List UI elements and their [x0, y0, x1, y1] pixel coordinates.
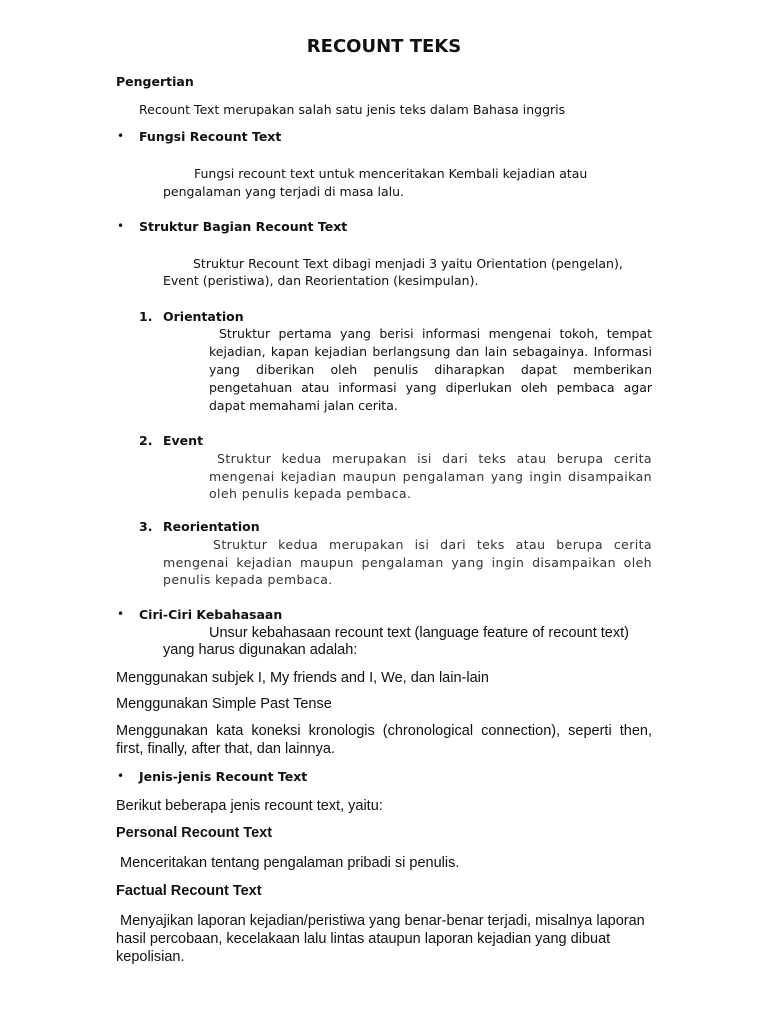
bullet-icon: •: [117, 607, 125, 621]
fungsi-text-line2: pengalaman yang terjadi di masa lalu.: [163, 184, 405, 199]
orientation-text: Struktur pertama yang berisi informasi mengenai tokoh, tempat kejadian, kapan kejadian berlangsung dan lain sebagainya. Informasi yang diberikan oleh penulis diharapkan dapat memberikan pengetahuan atau informasi yang diperlukan oleh pembaca agar dapat memahami jalan cerita.: [209, 326, 652, 413]
pengertian-heading: Pengertian: [116, 74, 194, 89]
bullet-icon: •: [117, 129, 125, 143]
struktur-text-line2: Event (peristiwa), dan Reorientation (kesimpulan).: [163, 273, 479, 288]
bullet-icon: •: [117, 219, 125, 233]
event-heading: Event: [163, 433, 204, 448]
ciri-point: Menggunakan kata koneksi kronologis (chronological connection), seperti then, first, finally, after that, dan lainnya.: [116, 723, 652, 757]
list-number: 2.: [139, 433, 153, 448]
struktur-text-line1: Struktur Recount Text dibagi menjadi 3 yaitu Orientation (pengelan),: [193, 256, 623, 271]
document-title: RECOUNT TEKS: [306, 36, 462, 57]
pengertian-text: Recount Text merupakan salah satu jenis teks dalam Bahasa inggris: [139, 102, 566, 117]
orientation-heading: Orientation: [163, 309, 244, 324]
factual-recount-text: Menyajikan laporan kejadian/peristiwa yang benar-benar terjadi, misalnya laporan hasil percobaan, kecelakaan lalu lintas ataupun laporan kejadian yang dibuat kepolisian.: [116, 913, 645, 965]
jenis-heading: Jenis-jenis Recount Text: [139, 769, 308, 784]
jenis-intro: Berikut beberapa jenis recount text, yaitu:: [116, 798, 383, 814]
ciri-point: Menggunakan Simple Past Tense: [116, 696, 332, 712]
list-number: 3.: [139, 519, 153, 534]
ciri-point: Menggunakan subjek I, My friends and I, We, dan lain-lain: [116, 670, 489, 686]
factual-recount-heading: Factual Recount Text: [116, 883, 262, 899]
bullet-icon: •: [117, 769, 125, 783]
personal-recount-text: Menceritakan tentang pengalaman pribadi si penulis.: [120, 855, 460, 871]
list-number: 1.: [139, 309, 153, 324]
struktur-heading: Struktur Bagian Recount Text: [139, 219, 348, 234]
reorientation-heading: Reorientation: [163, 519, 260, 534]
reorientation-text: Struktur kedua merupakan isi dari teks atau berupa cerita mengenai kejadian maupun pengalaman yang ingin disampaikan oleh penulis kepada pembaca.: [163, 537, 652, 587]
ciri-text-line2: yang harus digunakan adalah:: [163, 642, 358, 658]
fungsi-text-line1: Fungsi recount text untuk menceritakan Kembali kejadian atau: [194, 166, 588, 181]
fungsi-heading: Fungsi Recount Text: [139, 129, 282, 144]
ciri-heading: Ciri-Ciri Kebahasaan: [139, 607, 283, 622]
personal-recount-heading: Personal Recount Text: [116, 825, 273, 841]
ciri-text-line1: Unsur kebahasaan recount text (language feature of recount text): [209, 625, 629, 641]
event-text: Struktur kedua merupakan isi dari teks atau berupa cerita mengenai kejadian maupun pengalaman yang ingin disampaikan oleh penulis kepada pembaca.: [209, 451, 652, 501]
